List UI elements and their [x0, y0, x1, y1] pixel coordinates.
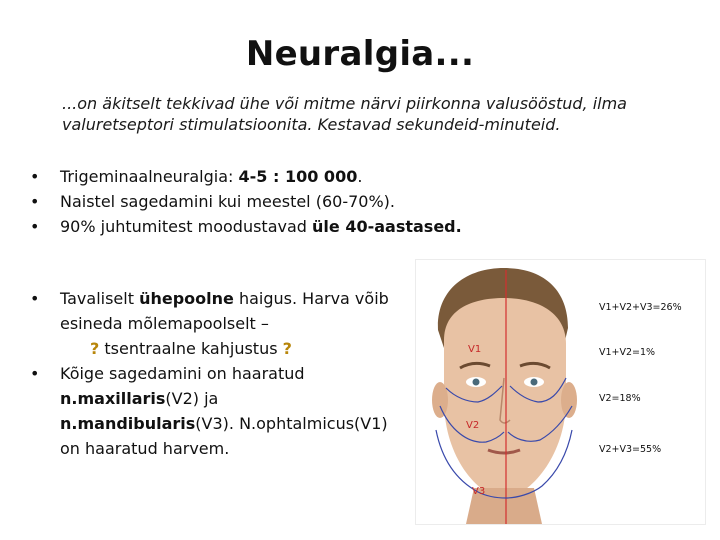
slide-subtitle: ...on äkitselt tekkivad ühe või mitme närvi piirkonna valusööstud, ilma valuretseptori stimulatsioonita. Kestavad sekundeid-minuteid.: [62, 94, 627, 134]
bullet-bold: üle 40-aastased.: [312, 217, 462, 236]
bullet-gender: [30, 189, 710, 214]
stat-v1-v2-v3: V1+V2+V3=26%: [599, 302, 682, 313]
face-diagram: [416, 260, 705, 524]
left-ear-shape: [432, 382, 448, 418]
question-mark: ?: [90, 339, 100, 358]
bullet-text: Tavaliselt: [60, 289, 140, 308]
bullet-list-top: [30, 164, 710, 239]
right-ear-shape: [561, 382, 577, 418]
bullet-text: tsentraalne kahjustus: [99, 339, 283, 358]
zone-label-v1: V1: [468, 344, 482, 355]
bullet-bold: n.mandibularis: [60, 414, 196, 433]
bullet-text: (V3). N.ophtalmicus(V1) on haaratud harvem.: [60, 414, 388, 458]
bullet-text: Naistel sagedamini kui meestel (60-70%).: [60, 192, 395, 211]
bullet-bold: n.maxillaris: [60, 389, 166, 408]
left-iris-shape: [473, 379, 480, 386]
zone-label-v3: V3: [472, 486, 486, 497]
trigeminal-face-figure: [415, 259, 706, 525]
bullet-text: (V2) ja: [165, 389, 219, 408]
bullet-text: .: [357, 167, 363, 186]
stat-v2: V2=18%: [599, 393, 641, 404]
question-mark: ?: [282, 339, 292, 358]
stat-v1-v2: V1+V2=1%: [599, 347, 656, 358]
slide-title: Neuralgia...: [245, 34, 475, 74]
bullet-list-bottom: [30, 286, 390, 461]
right-iris-shape: [531, 379, 538, 386]
zone-label-v2: V2: [466, 420, 480, 431]
bullet-text: haigus. Harva võib esineda mõlemapoolselt –: [60, 289, 389, 333]
bullet-bold: 4-5 : 100 000: [238, 167, 358, 186]
bullet-text: 90% juhtumitest moodustavad: [60, 217, 313, 236]
bullet-branches: [30, 361, 390, 461]
bullet-text: Kõige sagedamini on haaratud: [60, 364, 305, 383]
central-damage-line: [60, 336, 390, 361]
bullet-text: Trigeminaalneuralgia:: [60, 167, 239, 186]
bullet-age: [30, 214, 710, 239]
stat-v2-v3: V2+V3=55%: [599, 444, 662, 455]
bullet-incidence: [30, 164, 710, 189]
bullet-unilateral: [30, 286, 390, 361]
bullet-bold: ühepoolne: [139, 289, 234, 308]
